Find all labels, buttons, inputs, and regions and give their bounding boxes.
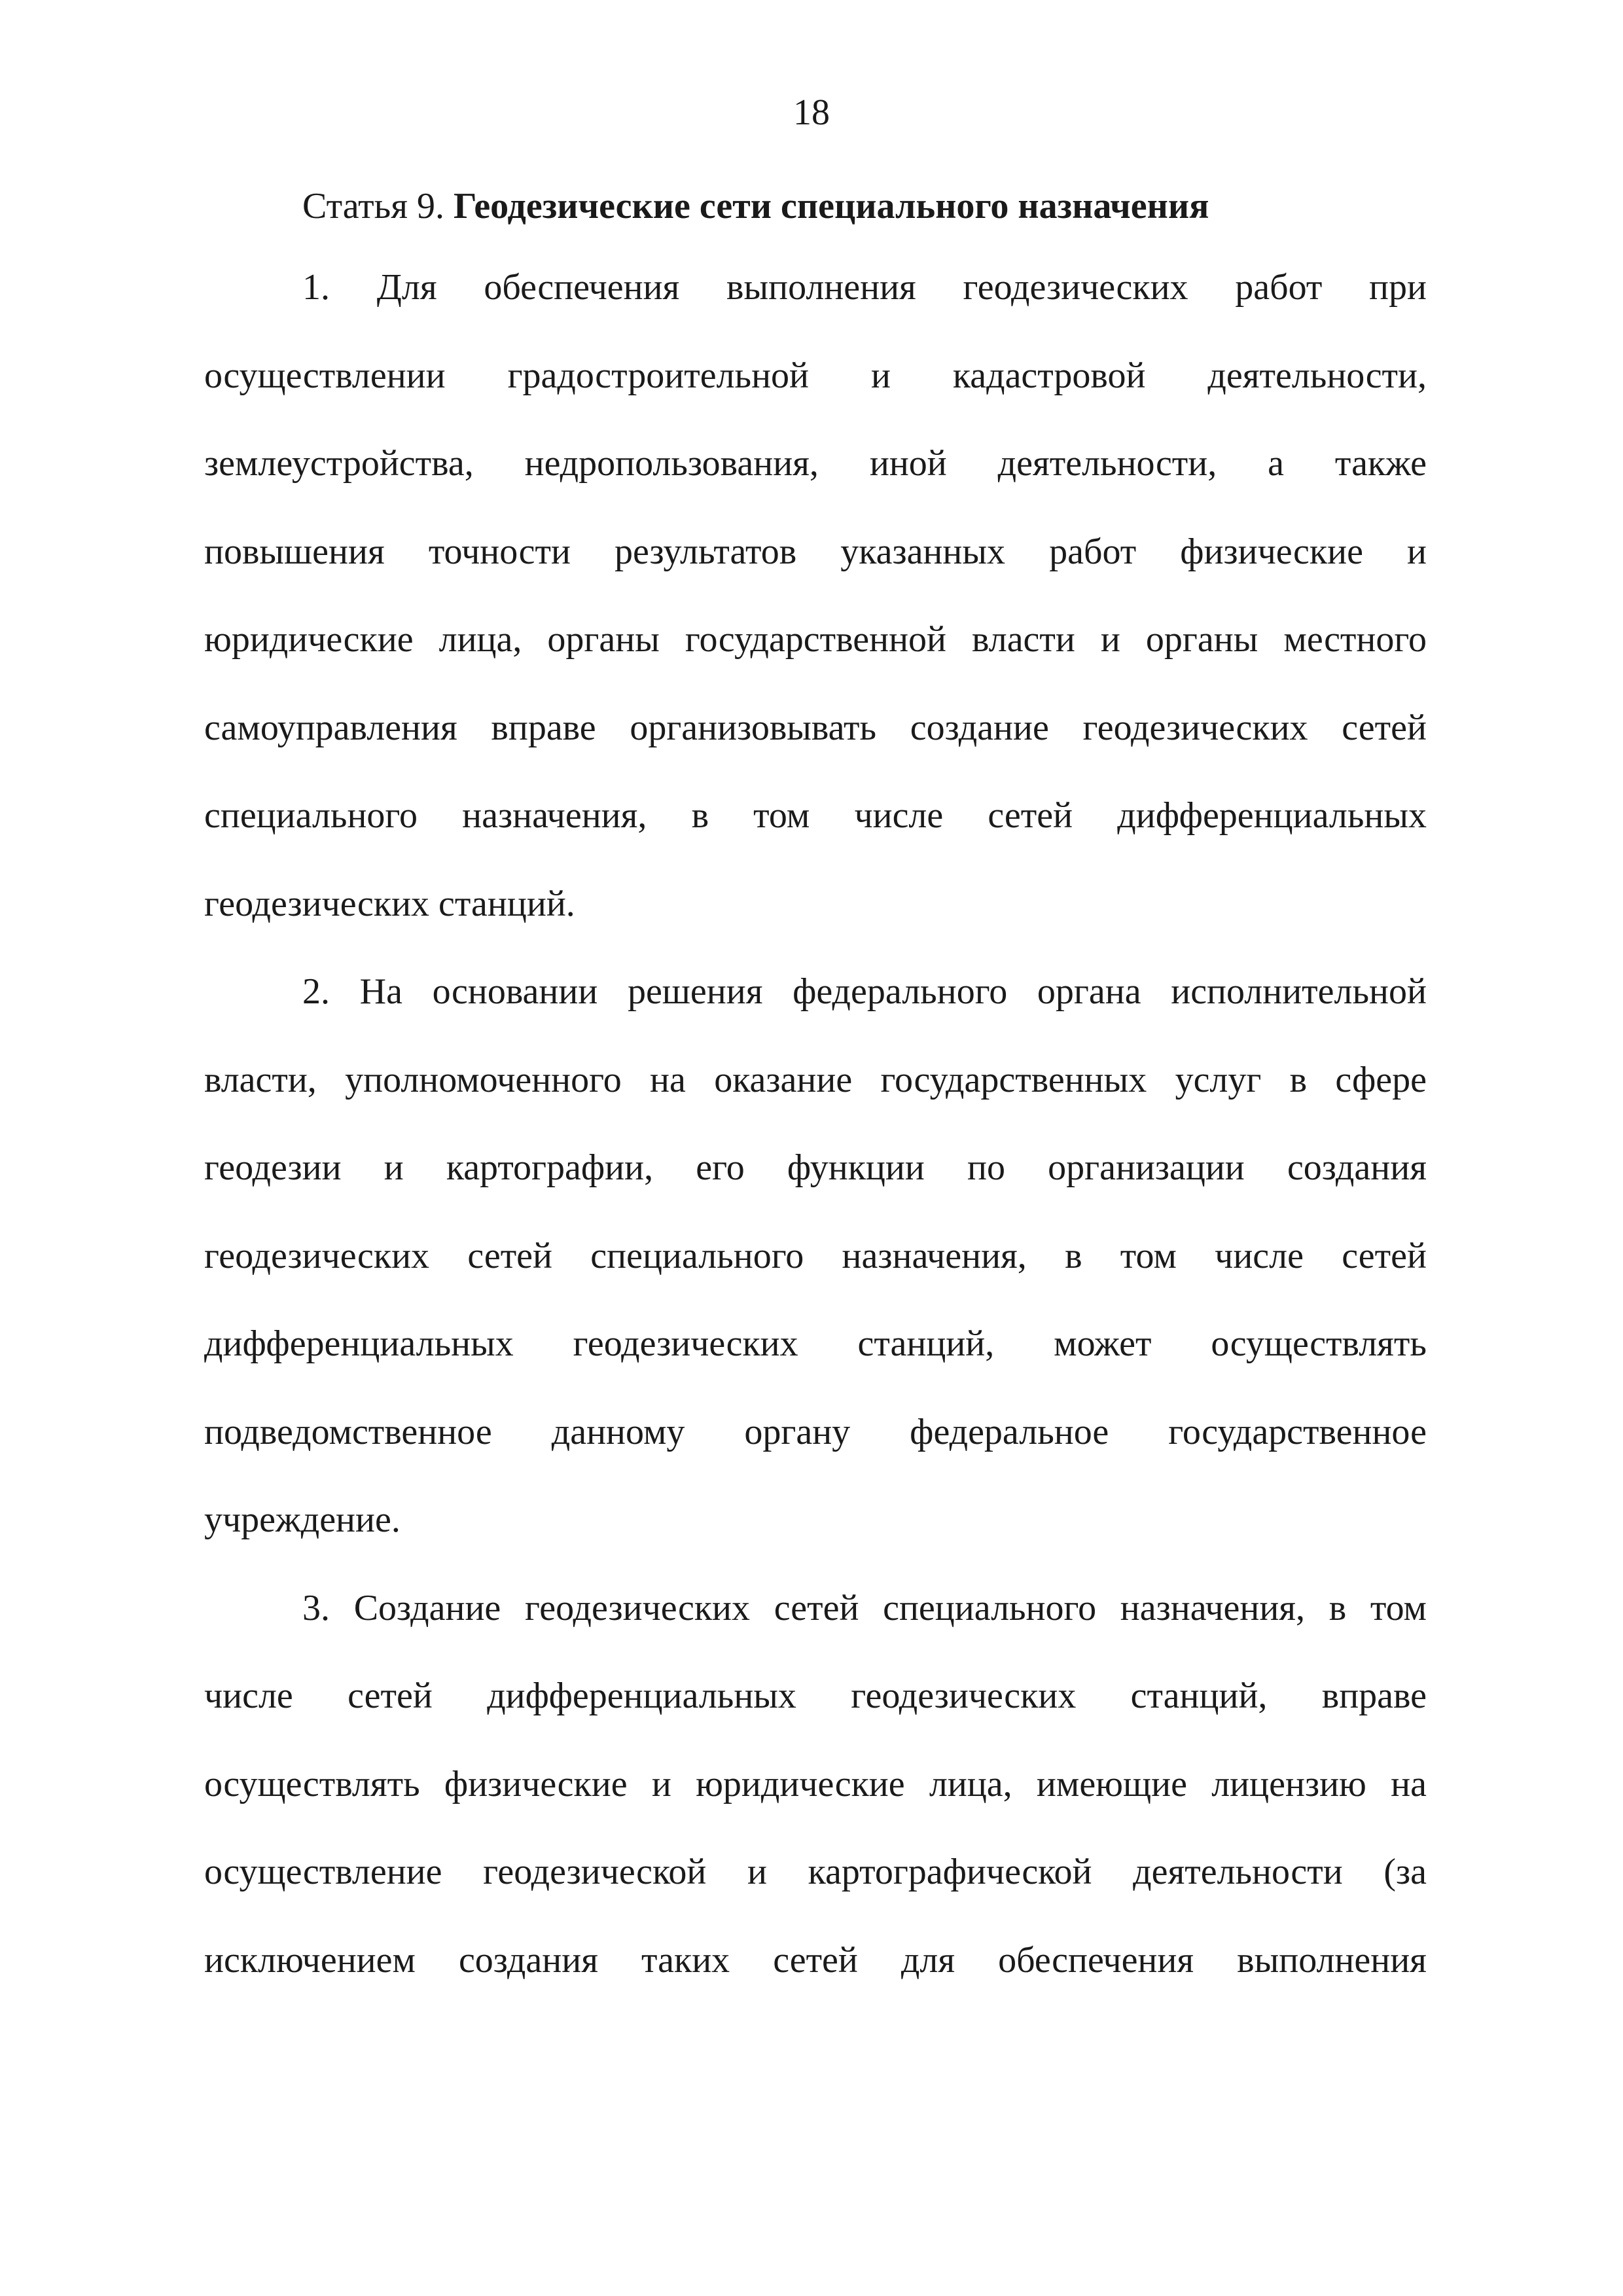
text-line: осуществление геодезической и картографической деятельности (за [204, 1852, 1427, 1892]
text-line: повышения точности результатов указанных работ физические и [204, 531, 1427, 572]
text-line: 3. Создание геодезических сетей специального назначения, в том [302, 1587, 1427, 1628]
text-line: учреждение. [204, 1499, 401, 1540]
text-line: геодезических сетей специального назначения, в том числе сетей [204, 1235, 1427, 1276]
article-title: Геодезические сети специального назначения [453, 186, 1209, 226]
page-number: 18 [793, 92, 830, 133]
article-heading [302, 185, 1209, 227]
text-line: осуществлении градостроительной и кадастровой деятельности, [204, 355, 1427, 396]
article-label: Статья 9. [302, 186, 444, 226]
text-line: специального назначения, в том числе сетей дифференциальных [204, 795, 1427, 836]
text-line: власти, уполномоченного на оказание государственных услуг в сфере [204, 1059, 1427, 1100]
text-line: землеустройства, недропользования, иной деятельности, а также [204, 443, 1427, 484]
text-line: геодезии и картографии, его функции по организации создания [204, 1147, 1427, 1188]
text-line: юридические лица, органы государственной власти и органы местного [204, 619, 1427, 660]
text-line: 1. Для обеспечения выполнения геодезических работ при [302, 267, 1427, 308]
text-line: осуществлять физические и юридические лица, имеющие лицензию на [204, 1763, 1427, 1804]
text-line: дифференциальных геодезических станций, может осуществлять [204, 1323, 1427, 1364]
text-line: исключением создания таких сетей для обеспечения выполнения [204, 1939, 1427, 1981]
article-body [204, 266, 1427, 2027]
text-line: самоуправления вправе организовывать создание геодезических сетей [204, 707, 1427, 748]
text-line: числе сетей дифференциальных геодезических станций, вправе [204, 1676, 1427, 1716]
text-line: 2. На основании решения федерального органа исполнительной [302, 971, 1427, 1012]
text-line: геодезических станций. [204, 883, 575, 924]
text-line: подведомственное данному органу федеральное государственное [204, 1411, 1427, 1452]
